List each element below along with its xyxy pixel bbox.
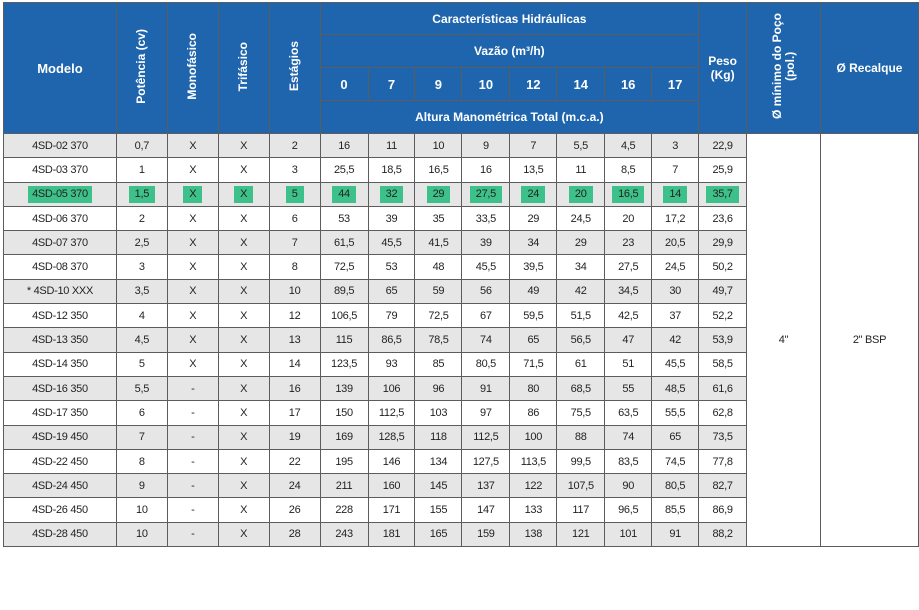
cell-altura-16: 63,5 xyxy=(605,401,652,425)
cell-altura-17: 74,5 xyxy=(652,449,699,473)
cell-peso: 77,8 xyxy=(699,449,747,473)
cell-altura-14-highlight: 20 xyxy=(569,186,593,203)
cell-altura-10: 97 xyxy=(462,401,510,425)
header-flow-9: 9 xyxy=(415,68,462,101)
cell-altura-10: 112,5 xyxy=(462,425,510,449)
cell-altura-7: 146 xyxy=(368,449,415,473)
cell-modelo: 4SD-22 450 xyxy=(4,449,117,473)
cell-monofasico: X xyxy=(167,328,218,352)
cell-altura-17: 20,5 xyxy=(652,231,699,255)
cell-altura-16: 47 xyxy=(605,328,652,352)
cell-altura-17: 45,5 xyxy=(652,352,699,376)
cell-altura-17-highlight: 14 xyxy=(663,186,687,203)
pump-spec-table xyxy=(3,2,919,547)
cell-altura-0: 228 xyxy=(320,498,368,522)
cell-altura-17: 80,5 xyxy=(652,474,699,498)
cell-monofasico-highlight: X xyxy=(183,186,202,203)
cell-altura-10: 39 xyxy=(462,231,510,255)
cell-monofasico: - xyxy=(167,498,218,522)
cell-altura-14: 51,5 xyxy=(557,304,605,328)
cell-altura-14: 99,5 xyxy=(557,449,605,473)
cell-altura-9: 78,5 xyxy=(415,328,462,352)
cell-altura-7: 79 xyxy=(368,304,415,328)
cell-altura-17: 42 xyxy=(652,328,699,352)
cell-altura-10: 56 xyxy=(462,279,510,303)
cell-altura-14: 117 xyxy=(557,498,605,522)
cell-altura-0: 25,5 xyxy=(320,158,368,182)
cell-peso: 86,9 xyxy=(699,498,747,522)
cell-potencia: 8 xyxy=(116,449,167,473)
table-row xyxy=(4,134,919,158)
cell-peso: 82,7 xyxy=(699,474,747,498)
cell-potencia: 3,5 xyxy=(116,279,167,303)
cell-altura-16: 51 xyxy=(605,352,652,376)
cell-altura-16: 90 xyxy=(605,474,652,498)
header-flow-0: 0 xyxy=(320,68,368,101)
header-trifasico: Trifásico xyxy=(218,3,269,134)
cell-peso-highlight: 35,7 xyxy=(706,186,738,203)
cell-altura-17: 85,5 xyxy=(652,498,699,522)
cell-modelo: 4SD-02 370 xyxy=(4,134,117,158)
cell-trifasico: X xyxy=(218,376,269,400)
cell-potencia: 9 xyxy=(116,474,167,498)
cell-modelo: 4SD-14 350 xyxy=(4,352,117,376)
cell-altura-7: 181 xyxy=(368,522,415,546)
cell-altura-9: 134 xyxy=(415,449,462,473)
cell-modelo: 4SD-28 450 xyxy=(4,522,117,546)
cell-altura-16-highlight: 16,5 xyxy=(612,186,644,203)
cell-poco: 4" xyxy=(747,134,821,547)
cell-peso: 73,5 xyxy=(699,425,747,449)
cell-potencia: 7 xyxy=(116,425,167,449)
cell-altura-16: 83,5 xyxy=(605,449,652,473)
cell-modelo: 4SD-24 450 xyxy=(4,474,117,498)
cell-altura-16: 96,5 xyxy=(605,498,652,522)
cell-monofasico: - xyxy=(167,522,218,546)
cell-altura-0: 61,5 xyxy=(320,231,368,255)
cell-altura-0: 53 xyxy=(320,206,368,230)
cell-modelo: * 4SD-10 XXX xyxy=(4,279,117,303)
cell-potencia: 4 xyxy=(116,304,167,328)
cell-altura-12: 113,5 xyxy=(510,449,557,473)
cell-peso: 50,2 xyxy=(699,255,747,279)
cell-monofasico: X xyxy=(167,352,218,376)
cell-altura-14: 24,5 xyxy=(557,206,605,230)
cell-peso: 29,9 xyxy=(699,231,747,255)
cell-altura-9: 72,5 xyxy=(415,304,462,328)
cell-altura-0: 123,5 xyxy=(320,352,368,376)
cell-peso: 62,8 xyxy=(699,401,747,425)
cell-estagios: 14 xyxy=(269,352,320,376)
cell-altura-7: 39 xyxy=(368,206,415,230)
cell-estagios: 8 xyxy=(269,255,320,279)
cell-altura-12: 29 xyxy=(510,206,557,230)
cell-peso: 22,9 xyxy=(699,134,747,158)
cell-potencia: 2,5 xyxy=(116,231,167,255)
cell-trifasico-highlight: X xyxy=(234,186,253,203)
cell-estagios: 12 xyxy=(269,304,320,328)
cell-altura-14: 42 xyxy=(557,279,605,303)
cell-altura-17: 91 xyxy=(652,522,699,546)
cell-altura-17: 3 xyxy=(652,134,699,158)
cell-altura-9 xyxy=(415,182,462,206)
cell-altura-16: 4,5 xyxy=(605,134,652,158)
cell-altura-0: 150 xyxy=(320,401,368,425)
cell-estagios: 3 xyxy=(269,158,320,182)
cell-altura-7 xyxy=(368,182,415,206)
header-caracteristicas: Características Hidráulicas xyxy=(320,3,699,35)
cell-altura-12: 86 xyxy=(510,401,557,425)
cell-monofasico xyxy=(167,182,218,206)
cell-altura-16: 101 xyxy=(605,522,652,546)
cell-altura-14: 56,5 xyxy=(557,328,605,352)
cell-altura-10 xyxy=(462,182,510,206)
cell-peso xyxy=(699,182,747,206)
cell-altura-14: 121 xyxy=(557,522,605,546)
cell-potencia: 2 xyxy=(116,206,167,230)
cell-monofasico: X xyxy=(167,255,218,279)
cell-trifasico: X xyxy=(218,231,269,255)
cell-altura-0: 115 xyxy=(320,328,368,352)
cell-altura-10: 159 xyxy=(462,522,510,546)
cell-altura-9: 118 xyxy=(415,425,462,449)
cell-altura-12: 138 xyxy=(510,522,557,546)
cell-estagios: 28 xyxy=(269,522,320,546)
cell-altura-17: 24,5 xyxy=(652,255,699,279)
cell-altura-14: 34 xyxy=(557,255,605,279)
cell-altura-16: 42,5 xyxy=(605,304,652,328)
cell-monofasico: - xyxy=(167,449,218,473)
cell-altura-12: 39,5 xyxy=(510,255,557,279)
header-altura: Altura Manométrica Total (m.c.a.) xyxy=(320,101,699,134)
cell-altura-7: 11 xyxy=(368,134,415,158)
cell-monofasico: X xyxy=(167,304,218,328)
cell-monofasico: X xyxy=(167,158,218,182)
cell-altura-14 xyxy=(557,182,605,206)
cell-trifasico: X xyxy=(218,158,269,182)
cell-altura-10: 91 xyxy=(462,376,510,400)
header-flow-17: 17 xyxy=(652,68,699,101)
cell-trifasico: X xyxy=(218,401,269,425)
cell-monofasico: X xyxy=(167,206,218,230)
cell-altura-9: 41,5 xyxy=(415,231,462,255)
cell-altura-9: 96 xyxy=(415,376,462,400)
cell-potencia: 1 xyxy=(116,158,167,182)
cell-altura-9: 145 xyxy=(415,474,462,498)
cell-altura-0: 169 xyxy=(320,425,368,449)
cell-altura-0: 195 xyxy=(320,449,368,473)
cell-altura-9: 103 xyxy=(415,401,462,425)
header-vazao: Vazão (m³/h) xyxy=(320,35,699,68)
cell-altura-14: 88 xyxy=(557,425,605,449)
cell-estagios: 10 xyxy=(269,279,320,303)
cell-peso: 53,9 xyxy=(699,328,747,352)
cell-altura-0: 16 xyxy=(320,134,368,158)
cell-estagios: 2 xyxy=(269,134,320,158)
cell-estagios: 24 xyxy=(269,474,320,498)
cell-altura-10: 33,5 xyxy=(462,206,510,230)
cell-altura-12: 71,5 xyxy=(510,352,557,376)
cell-altura-7-highlight: 32 xyxy=(380,186,404,203)
cell-altura-7: 128,5 xyxy=(368,425,415,449)
cell-altura-16: 27,5 xyxy=(605,255,652,279)
cell-trifasico: X xyxy=(218,352,269,376)
cell-modelo: 4SD-16 350 xyxy=(4,376,117,400)
cell-altura-10: 16 xyxy=(462,158,510,182)
header-potencia: Potência (cv) xyxy=(116,3,167,134)
cell-altura-9: 155 xyxy=(415,498,462,522)
cell-altura-0-highlight: 44 xyxy=(332,186,356,203)
cell-estagios: 16 xyxy=(269,376,320,400)
cell-modelo-highlight: 4SD-05 370 xyxy=(28,186,92,203)
cell-altura-0 xyxy=(320,182,368,206)
cell-modelo: 4SD-13 350 xyxy=(4,328,117,352)
cell-altura-9-highlight: 29 xyxy=(427,186,451,203)
cell-estagios: 7 xyxy=(269,231,320,255)
cell-altura-10: 147 xyxy=(462,498,510,522)
cell-altura-7: 112,5 xyxy=(368,401,415,425)
cell-altura-17: 37 xyxy=(652,304,699,328)
cell-altura-10-highlight: 27,5 xyxy=(470,186,502,203)
cell-altura-14: 11 xyxy=(557,158,605,182)
cell-potencia: 4,5 xyxy=(116,328,167,352)
cell-modelo: 4SD-03 370 xyxy=(4,158,117,182)
cell-altura-7: 171 xyxy=(368,498,415,522)
cell-altura-9: 16,5 xyxy=(415,158,462,182)
cell-altura-0: 211 xyxy=(320,474,368,498)
header-modelo: Modelo xyxy=(4,3,117,134)
cell-altura-0: 106,5 xyxy=(320,304,368,328)
cell-altura-16: 20 xyxy=(605,206,652,230)
cell-modelo: 4SD-08 370 xyxy=(4,255,117,279)
cell-trifasico: X xyxy=(218,279,269,303)
cell-altura-14: 68,5 xyxy=(557,376,605,400)
cell-modelo xyxy=(4,182,117,206)
header-poco: Ø mínimo do Poço (pol.) xyxy=(747,3,821,134)
cell-modelo: 4SD-07 370 xyxy=(4,231,117,255)
header-flow-14: 14 xyxy=(557,68,605,101)
cell-altura-12-highlight: 24 xyxy=(521,186,545,203)
cell-altura-16 xyxy=(605,182,652,206)
cell-altura-12 xyxy=(510,182,557,206)
cell-altura-17: 65 xyxy=(652,425,699,449)
cell-peso: 61,6 xyxy=(699,376,747,400)
header-flow-7: 7 xyxy=(368,68,415,101)
cell-altura-7: 53 xyxy=(368,255,415,279)
cell-altura-10: 80,5 xyxy=(462,352,510,376)
cell-potencia xyxy=(116,182,167,206)
cell-altura-7: 45,5 xyxy=(368,231,415,255)
cell-altura-16: 74 xyxy=(605,425,652,449)
cell-trifasico: X xyxy=(218,449,269,473)
cell-altura-16: 34,5 xyxy=(605,279,652,303)
header-flow-16: 16 xyxy=(605,68,652,101)
cell-altura-12: 65 xyxy=(510,328,557,352)
cell-altura-10: 45,5 xyxy=(462,255,510,279)
cell-altura-0: 72,5 xyxy=(320,255,368,279)
cell-potencia-highlight: 1,5 xyxy=(129,186,155,203)
cell-altura-7: 18,5 xyxy=(368,158,415,182)
cell-altura-12: 34 xyxy=(510,231,557,255)
cell-altura-7: 65 xyxy=(368,279,415,303)
cell-altura-9: 85 xyxy=(415,352,462,376)
cell-monofasico: - xyxy=(167,425,218,449)
cell-estagios: 13 xyxy=(269,328,320,352)
cell-altura-14: 107,5 xyxy=(557,474,605,498)
cell-altura-12: 7 xyxy=(510,134,557,158)
header-flow-10: 10 xyxy=(462,68,510,101)
cell-monofasico: - xyxy=(167,401,218,425)
cell-altura-9: 35 xyxy=(415,206,462,230)
cell-altura-10: 137 xyxy=(462,474,510,498)
cell-modelo: 4SD-26 450 xyxy=(4,498,117,522)
cell-trifasico: X xyxy=(218,498,269,522)
cell-potencia: 0,7 xyxy=(116,134,167,158)
cell-altura-10: 9 xyxy=(462,134,510,158)
cell-altura-17: 17,2 xyxy=(652,206,699,230)
cell-altura-14: 61 xyxy=(557,352,605,376)
cell-trifasico: X xyxy=(218,134,269,158)
cell-altura-17: 55,5 xyxy=(652,401,699,425)
header-recalque: Ø Recalque xyxy=(820,3,918,134)
cell-monofasico: - xyxy=(167,474,218,498)
cell-recalque: 2" BSP xyxy=(820,134,918,547)
cell-altura-12: 133 xyxy=(510,498,557,522)
cell-trifasico: X xyxy=(218,304,269,328)
cell-altura-14: 75,5 xyxy=(557,401,605,425)
cell-modelo: 4SD-06 370 xyxy=(4,206,117,230)
cell-altura-17: 7 xyxy=(652,158,699,182)
cell-peso: 58,5 xyxy=(699,352,747,376)
cell-monofasico: X xyxy=(167,231,218,255)
cell-trifasico: X xyxy=(218,206,269,230)
cell-trifasico: X xyxy=(218,328,269,352)
cell-estagios: 19 xyxy=(269,425,320,449)
cell-trifasico: X xyxy=(218,522,269,546)
cell-altura-12: 49 xyxy=(510,279,557,303)
cell-altura-12: 122 xyxy=(510,474,557,498)
cell-potencia: 10 xyxy=(116,522,167,546)
cell-modelo: 4SD-17 350 xyxy=(4,401,117,425)
cell-altura-7: 93 xyxy=(368,352,415,376)
cell-altura-10: 127,5 xyxy=(462,449,510,473)
cell-altura-9: 10 xyxy=(415,134,462,158)
cell-estagios: 6 xyxy=(269,206,320,230)
cell-estagios: 22 xyxy=(269,449,320,473)
header-estagios: Estágios xyxy=(269,3,320,134)
cell-altura-9: 48 xyxy=(415,255,462,279)
cell-estagios: 26 xyxy=(269,498,320,522)
cell-trifasico: X xyxy=(218,255,269,279)
cell-potencia: 10 xyxy=(116,498,167,522)
cell-altura-12: 100 xyxy=(510,425,557,449)
cell-altura-7: 106 xyxy=(368,376,415,400)
cell-monofasico: X xyxy=(167,134,218,158)
header-peso: Peso (Kg) xyxy=(699,3,747,134)
cell-altura-16: 23 xyxy=(605,231,652,255)
cell-altura-16: 8,5 xyxy=(605,158,652,182)
cell-altura-12: 80 xyxy=(510,376,557,400)
cell-peso: 49,7 xyxy=(699,279,747,303)
cell-altura-12: 59,5 xyxy=(510,304,557,328)
cell-altura-17: 48,5 xyxy=(652,376,699,400)
cell-estagios-highlight: 5 xyxy=(286,186,304,203)
cell-altura-14: 5,5 xyxy=(557,134,605,158)
header-flow-12: 12 xyxy=(510,68,557,101)
cell-altura-12: 13,5 xyxy=(510,158,557,182)
cell-altura-14: 29 xyxy=(557,231,605,255)
cell-modelo: 4SD-19 450 xyxy=(4,425,117,449)
header-monofasico: Monofásico xyxy=(167,3,218,134)
cell-potencia: 3 xyxy=(116,255,167,279)
cell-altura-0: 243 xyxy=(320,522,368,546)
cell-altura-0: 89,5 xyxy=(320,279,368,303)
cell-altura-0: 139 xyxy=(320,376,368,400)
cell-altura-17 xyxy=(652,182,699,206)
cell-peso: 25,9 xyxy=(699,158,747,182)
cell-altura-10: 74 xyxy=(462,328,510,352)
cell-potencia: 5 xyxy=(116,352,167,376)
cell-altura-7: 160 xyxy=(368,474,415,498)
cell-peso: 23,6 xyxy=(699,206,747,230)
cell-potencia: 6 xyxy=(116,401,167,425)
cell-altura-7: 86,5 xyxy=(368,328,415,352)
cell-estagios: 17 xyxy=(269,401,320,425)
cell-trifasico: X xyxy=(218,425,269,449)
cell-estagios xyxy=(269,182,320,206)
cell-trifasico xyxy=(218,182,269,206)
cell-altura-17: 30 xyxy=(652,279,699,303)
cell-altura-9: 59 xyxy=(415,279,462,303)
cell-potencia: 5,5 xyxy=(116,376,167,400)
cell-altura-10: 67 xyxy=(462,304,510,328)
cell-trifasico: X xyxy=(218,474,269,498)
cell-peso: 88,2 xyxy=(699,522,747,546)
cell-altura-9: 165 xyxy=(415,522,462,546)
cell-modelo: 4SD-12 350 xyxy=(4,304,117,328)
cell-altura-16: 55 xyxy=(605,376,652,400)
cell-peso: 52,2 xyxy=(699,304,747,328)
cell-monofasico: X xyxy=(167,279,218,303)
cell-monofasico: - xyxy=(167,376,218,400)
